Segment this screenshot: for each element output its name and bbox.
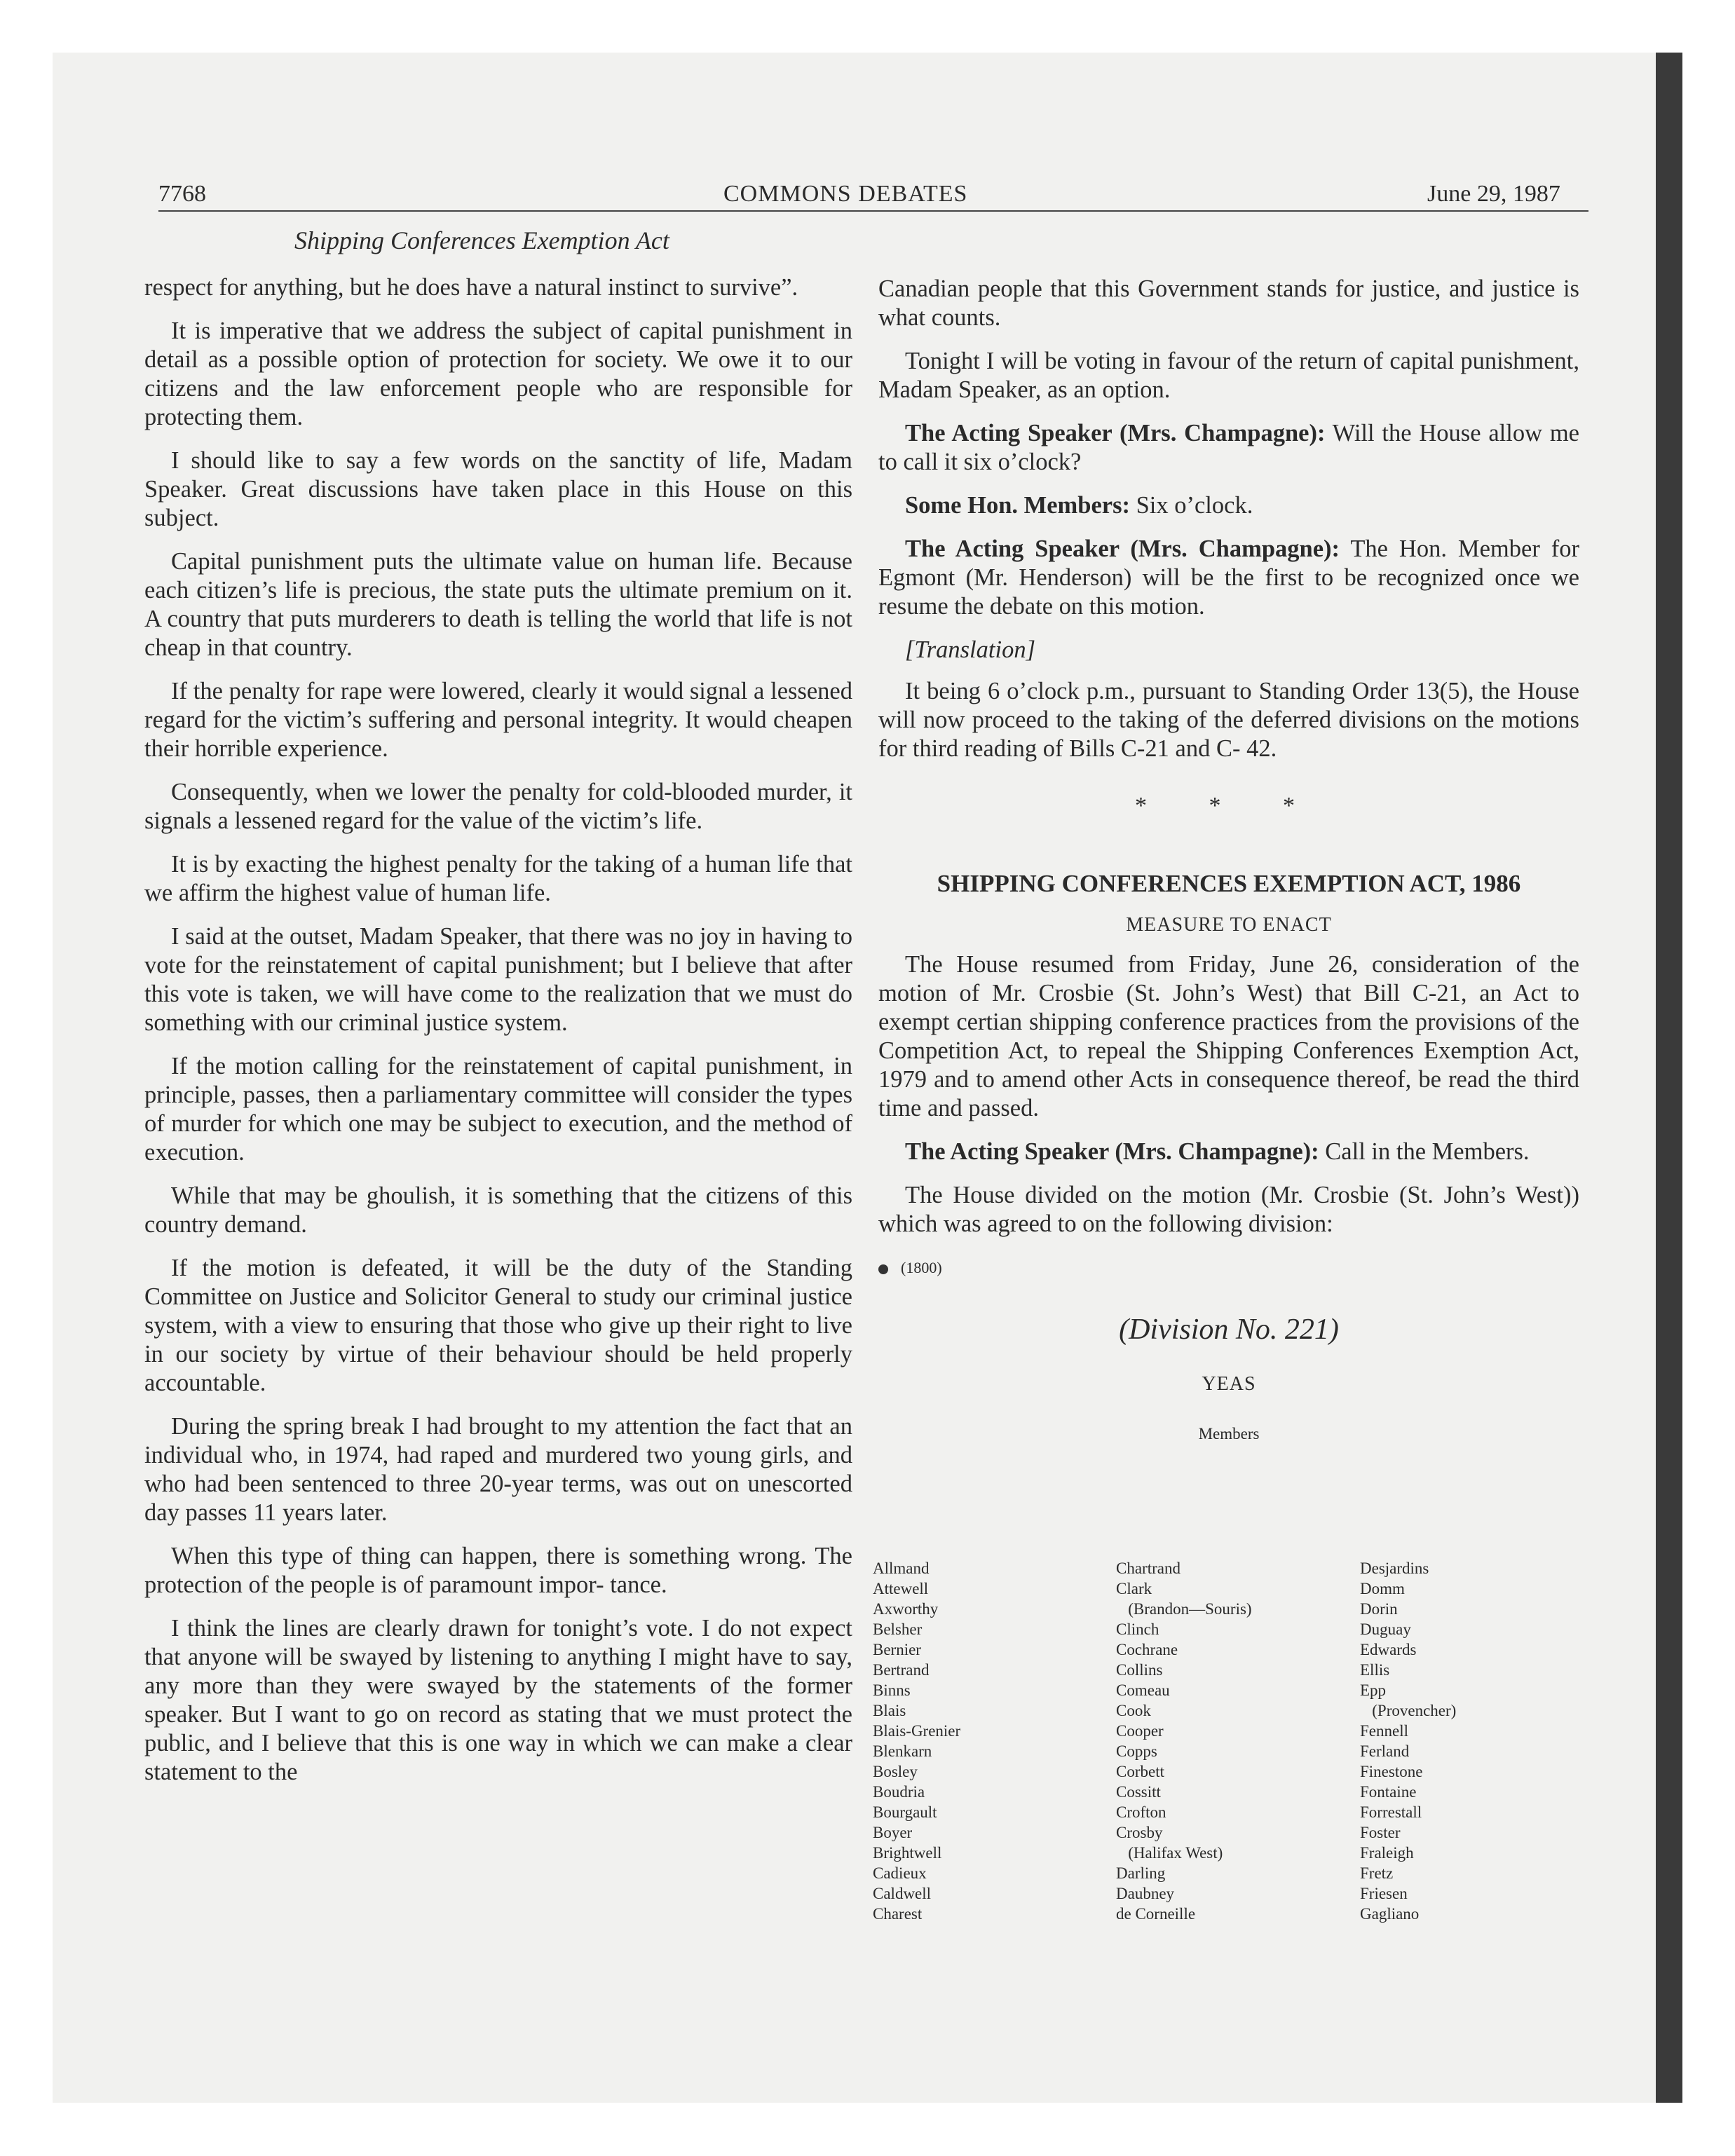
member-name: Gagliano xyxy=(1360,1905,1420,1923)
member-name: Ellis xyxy=(1360,1661,1390,1679)
speech-text: The Hon. Member for Egmont (Mr. Henderson) will be the first to be recognized once we resume the debate on this motion. xyxy=(878,535,1579,620)
member-name: Fontaine xyxy=(1360,1783,1417,1801)
journal-title: COMMONS DEBATES xyxy=(723,181,968,207)
paragraph: I should like to say a few words on the sanctity of life, Madam Speaker. Great discussions have taken place in this House on this subject. xyxy=(144,447,852,531)
speech-text: Six o’clock. xyxy=(1129,492,1253,519)
translation-marker: [Translation] xyxy=(905,636,1035,663)
left-column xyxy=(144,273,852,1801)
member-name: de Corneille xyxy=(1116,1905,1196,1923)
right-column xyxy=(878,275,1579,1483)
member-name: Cadieux xyxy=(873,1864,927,1882)
paragraph: Canadian people that this Government stands for justice, and justice is what counts. xyxy=(878,275,1579,331)
member-name: Blenkarn xyxy=(873,1742,932,1760)
running-title: Shipping Conferences Exemption Act xyxy=(294,226,669,254)
paragraph: Tonight I will be voting in favour of the return of capital punishment, Madam Speaker, as an option. xyxy=(878,348,1579,403)
member-name: Allmand xyxy=(873,1560,930,1577)
speech-text: Will the House allow me to call it six o’clock? xyxy=(878,420,1579,475)
division-title: (Division No. 221) xyxy=(1119,1314,1339,1346)
time-marker-text: (1800) xyxy=(901,1259,942,1276)
member-name: Cook xyxy=(1116,1702,1151,1719)
speaker-paragraph xyxy=(878,535,1579,621)
member-name: Forrestall xyxy=(1360,1803,1422,1821)
section-separator: * * * xyxy=(1135,793,1323,819)
member-name: Copps xyxy=(1116,1742,1157,1760)
paragraph: Consequently, when we lower the penalty for cold-blooded murder, it signals a lessened regard for the value of the victim’s life. xyxy=(144,779,852,834)
speaker-paragraph xyxy=(878,491,1579,520)
member-name: Cochrane xyxy=(1116,1641,1178,1658)
header-rule xyxy=(158,210,1588,212)
member-name: Dorin xyxy=(1360,1600,1398,1618)
yeas-name-column xyxy=(1360,1558,1456,1924)
members-label: Members xyxy=(1198,1425,1260,1442)
member-name: Crosby xyxy=(1116,1824,1163,1841)
paragraph: It being 6 o’clock p.m., pursuant to Standing Order 13(5), the House will now proceed to the taking of the deferred divisions on the motions for third reading of Bills C-21 and C- 42. xyxy=(878,678,1579,762)
speaker-name: Some Hon. Members: xyxy=(905,492,1130,519)
paragraph: I think the lines are clearly drawn for tonight’s vote. I do not expect that anyone will be swayed by listening to anything I might have to say, any more than they were swayed by the statements of the former speaker. But I want to go on record as stating that we must protect the public, and I believe that this is one way in which we can make a clear statement to the xyxy=(144,1615,852,1785)
member-name: Fretz xyxy=(1360,1864,1394,1882)
paragraph: I said at the outset, Madam Speaker, that there was no joy in having to vote for the reinstatement of capital punishment; but I believe that after this vote is taken, we will have come to the realization that we must do something with our criminal justice system. xyxy=(144,923,852,1036)
speech-text: Call in the Members. xyxy=(1319,1138,1530,1165)
member-name: Daubney xyxy=(1116,1885,1175,1902)
paragraph: If the penalty for rape were lowered, clearly it would signal a lessened regard for the victim’s suffering and personal integrity. It would cheapen their horrible experience. xyxy=(144,678,852,762)
yeas-label: YEAS xyxy=(1202,1373,1256,1395)
member-name: Fennell xyxy=(1360,1722,1408,1740)
time-marker xyxy=(878,1253,1579,1282)
member-name: (Provencher) xyxy=(1360,1702,1457,1719)
member-name: Desjardins xyxy=(1360,1560,1429,1577)
member-name: Comeau xyxy=(1116,1681,1170,1699)
member-name: Binns xyxy=(873,1681,911,1699)
member-name: Belsher xyxy=(873,1621,923,1638)
speaker-name: The Acting Speaker (Mrs. Champagne): xyxy=(905,420,1326,446)
issue-date: June 29, 1987 xyxy=(1427,181,1560,207)
member-name: Brightwell xyxy=(873,1844,942,1862)
member-name: Bernier xyxy=(873,1641,921,1658)
member-name: Boyer xyxy=(873,1824,913,1841)
paragraph: respect for anything, but he does have a natural instinct to survive”. xyxy=(144,274,798,301)
member-name: Finestone xyxy=(1360,1763,1423,1780)
member-name: Charest xyxy=(873,1905,923,1923)
scan-edge-shadow xyxy=(1656,53,1682,2103)
member-name: Darling xyxy=(1116,1864,1166,1882)
paragraph: If the motion is defeated, it will be the duty of the Standing Committee on Justice and Solicitor General to study our criminal justice system, with a view to ensuring that those who give up their right to live in our society by virtue of their behaviour should be held properly accountable. xyxy=(144,1255,852,1396)
member-name: Duguay xyxy=(1360,1621,1411,1638)
member-name: Ferland xyxy=(1360,1742,1410,1760)
paragraph: It is by exacting the highest penalty for the taking of a human life that we affirm the highest value of human life. xyxy=(144,851,852,906)
member-name: (Halifax West) xyxy=(1116,1844,1223,1862)
member-name: (Brandon—Souris) xyxy=(1116,1600,1252,1618)
member-name: Attewell xyxy=(873,1580,929,1597)
page-number: 7768 xyxy=(158,181,206,207)
member-name: Corbett xyxy=(1116,1763,1164,1780)
member-name: Axworthy xyxy=(873,1600,939,1618)
member-name: Caldwell xyxy=(873,1885,932,1902)
member-name: Blais xyxy=(873,1702,906,1719)
member-name: Epp xyxy=(1360,1681,1387,1699)
member-name: Clark xyxy=(1116,1580,1152,1597)
member-name: Blais-Grenier xyxy=(873,1722,961,1740)
paragraph: While that may be ghoulish, it is something that the citizens of this country demand. xyxy=(144,1182,852,1238)
speaker-name: The Acting Speaker (Mrs. Champagne): xyxy=(905,535,1340,562)
member-name: Chartrand xyxy=(1116,1560,1181,1577)
bullet-icon xyxy=(878,1264,888,1274)
paragraph: The House resumed from Friday, June 26, consideration of the motion of Mr. Crosbie (St. John’s West) that Bill C-21, an Act to exempt certian shipping conference practices from the provisions of the Competition Act, to repeal the Shipping Conferences Exemption Act, 1979 and to amend other Acts in consequence thereof, be read the third time and passed. xyxy=(878,951,1579,1121)
section-heading: SHIPPING CONFERENCES EXEMPTION ACT, 1986 xyxy=(937,870,1521,897)
member-name: Domm xyxy=(1360,1580,1405,1597)
paragraph: The House divided on the motion (Mr. Crosbie (St. John’s West)) which was agreed to on the following division: xyxy=(878,1182,1579,1237)
member-name: Bourgault xyxy=(873,1803,937,1821)
member-name: Clinch xyxy=(1116,1621,1159,1638)
yeas-name-column xyxy=(1116,1558,1252,1924)
paragraph: During the spring break I had brought to my attention the fact that an individual who, in 1974, had raped and murdered two young girls, and who had been sentenced to three 20-year terms, was out on unescorted day passes 11 years later. xyxy=(144,1413,852,1526)
yeas-name-column xyxy=(873,1558,960,1924)
member-name: Edwards xyxy=(1360,1641,1417,1658)
member-name: Cossitt xyxy=(1116,1783,1161,1801)
paragraph: It is imperative that we address the subject of capital punishment in detail as a possible option of protection for society. We owe it to our citizens and the law enforcement people who are responsible for protecting them. xyxy=(144,318,852,430)
member-name: Crofton xyxy=(1116,1803,1166,1821)
section-subheading: MEASURE TO ENACT xyxy=(1126,914,1332,936)
paragraph: Capital punishment puts the ultimate value on human life. Because each citizen’s life is precious, the state puts the ultimate premium on it. A country that puts murderers to death is telling the world that life is not cheap in that country. xyxy=(144,548,852,661)
paragraph: When this type of thing can happen, there is something wrong. The protection of the people is of paramount impor- tance. xyxy=(144,1543,852,1598)
member-name: Bosley xyxy=(873,1763,918,1780)
member-name: Fraleigh xyxy=(1360,1844,1414,1862)
speaker-name: The Acting Speaker (Mrs. Champagne): xyxy=(905,1138,1319,1165)
paragraph: If the motion calling for the reinstatement of capital punishment, in principle, passes, then a parliamentary committee will consider the types of murder for which one may be subject to execution, and the method of execution. xyxy=(144,1053,852,1166)
member-name: Friesen xyxy=(1360,1885,1408,1902)
member-name: Bertrand xyxy=(873,1661,930,1679)
member-name: Boudria xyxy=(873,1783,925,1801)
member-name: Foster xyxy=(1360,1824,1401,1841)
speaker-paragraph xyxy=(878,419,1579,477)
member-name: Cooper xyxy=(1116,1722,1164,1740)
member-name: Collins xyxy=(1116,1661,1163,1679)
speaker-paragraph xyxy=(878,1138,1579,1166)
